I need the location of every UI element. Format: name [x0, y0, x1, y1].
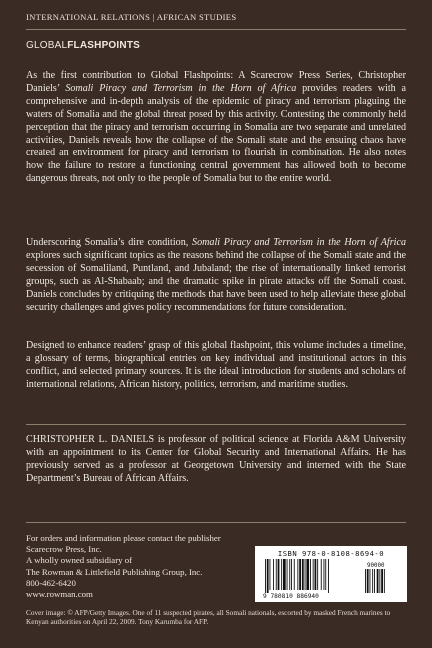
website-link[interactable]: www.rowman.com [26, 589, 93, 600]
author-name: CHRISTOPHER L. DANIELS [26, 434, 155, 445]
description-paragraph-1: As the first contribution to Global Flashpoints: A Scarecrow Press Series, Christopher Daniels’ Somali Piracy and Terrorism in the Horn of Africa provides readers with a comprehensive and in-depth analysis of the epidemic of piracy and terrorism plaguing the waters of Somalia and the global threat posed by this activity. Contesting the commonly held perception that the piracy and terrorism occurring in Somalia are two separate and unrelated activities, Daniels reveals how the collapse of the Somali state and the ensuing chaos have created an environment for piracy and terrorism to flourish in combination. He also notes how the failure to restore a functioning central government has allowed both to become dangerous threats, not only to the people of Somalia but to the entire world. [26, 70, 407, 185]
order-line: For orders and information please contact the publisher [26, 533, 221, 543]
author-bio: CHRISTOPHER L. DANIELS is professor of political science at Florida A&M University with an appointment to its Center for Global Security and International Affairs. He has previously served as a professor at Georgetown University and interned with the State Department’s Bureau of African Affairs. [26, 434, 406, 484]
author-top-divider [26, 424, 406, 425]
author-bottom-divider [26, 522, 406, 523]
subject-category: INTERNATIONAL RELATIONS | AFRICAN STUDIES [26, 12, 237, 22]
isbn-number: ISBN 978-0-8108-8694-0 [277, 549, 385, 558]
barcode-digits: 9 780810 886940 [263, 593, 319, 600]
price-code: 90000 [367, 563, 385, 569]
parent-company: The Rowman & Littlefield Publishing Group, Inc. [26, 566, 203, 577]
description-paragraph-2: Underscoring Somalia’s dire condition, Somali Piracy and Terrorism in the Horn of Africa explores such significant topics as the reasons behind the collapse of the Somali state and the secession of Somaliland, Puntland, and Jubaland; the rise of internationally linked terrorist groups, such as Al-Shabaab; and the dramatic spike in pirate attacks off the Somali coast. Daniels concludes by critiquing the methods that have been used to help alleviate these global security challenges and gives policy recommendations for future consideration. [26, 237, 406, 313]
cover-image-credit: Cover image: © AFP/Getty Images. One of 11 suspected pirates, all Somali nationals, escorted by masked French marines to Kenyan authorities on April 22, 2009. Tony Karumba for AFP. [26, 608, 391, 627]
book-title-italic: Somali Piracy and Terrorism in the Horn of Africa [65, 82, 297, 94]
publisher-name: Scarecrow Press, Inc. [26, 544, 102, 555]
phone-number: 800-462-6420 [26, 577, 76, 588]
barcode-image [261, 559, 401, 600]
series-logo [26, 40, 140, 51]
description-paragraph-3: Designed to enhance readers’ grasp of this global flashpoint, this volume includes a timeline, a glossary of terms, biographical entries on key individual and institutional actors in this conflict, and selected primary sources. It is the ideal introduction for students and scholars of international relations, African history, politics, terrorism, and maritime studies. [26, 340, 406, 390]
series-name: FLASHPOINTS [67, 40, 140, 51]
order-line: A wholly owned subsidiary of [26, 555, 133, 566]
ordering-info [26, 533, 256, 600]
series-prefix: GLOBAL [26, 40, 68, 51]
book-title-italic: Somali Piracy and Terrorism in the Horn of Africa [192, 237, 406, 248]
isbn-barcode [255, 546, 407, 602]
top-divider [26, 29, 406, 30]
